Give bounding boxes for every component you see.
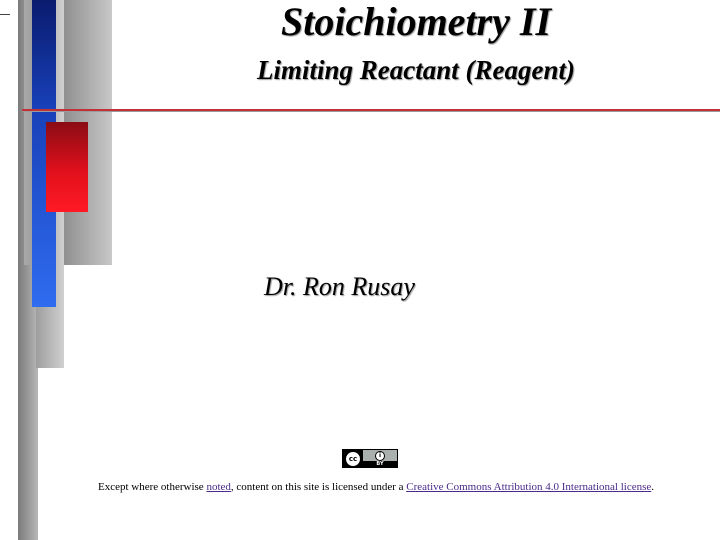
red-decor-block (46, 122, 88, 212)
by-label: BY (363, 461, 397, 467)
slide-subtitle: Limiting Reactant (Reagent) (257, 55, 575, 85)
corner-tick (0, 14, 10, 15)
license-notice (98, 481, 698, 493)
license-text-middle: , content on this site is licensed under a (230, 481, 407, 493)
license-link[interactable]: Creative Commons Attribution 4.0 International license (406, 481, 652, 493)
slide-title: Stoichiometry II (280, 0, 552, 44)
author-name: Dr. Ron Rusay (264, 272, 415, 301)
license-text-before: Except where otherwise (98, 481, 207, 493)
license-text-after: . (651, 481, 655, 493)
noted-link[interactable]: noted (206, 481, 231, 493)
cc-license-badge[interactable] (342, 449, 398, 468)
cc-icon: cc (343, 450, 363, 467)
by-icon: i BY (363, 450, 397, 467)
title-divider (22, 109, 720, 111)
